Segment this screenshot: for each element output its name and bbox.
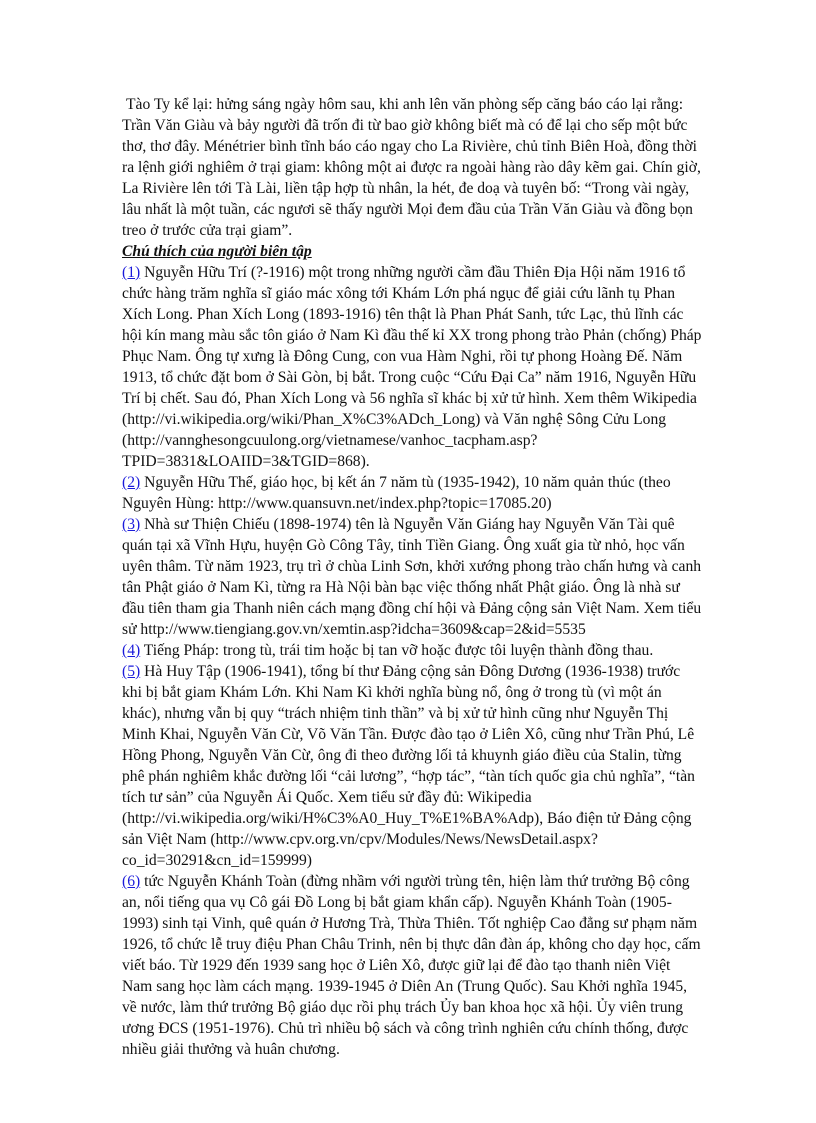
intro-paragraph: Tào Ty kể lại: hửng sáng ngày hôm sau, khi anh lên văn phòng sếp căng báo cáo lại rằng: Trần Văn Giàu và bảy người đã trốn đi từ bao giờ không biết mà có để lại cho sếp một bức thơ, thơ đây. Ménétrier bình tĩnh báo cáo ngay cho La Rivière, chủ tỉnh Biên Hoà, đồng thời ra lệnh giới nghiêm ở trại giam: không một ai được ra ngoài hàng rào dây kẽm gai. Chín giờ, La Rivière lên tới Tà Lài, liền tập hợp tù nhân, la hét, đe doạ và tuyên bố: “Trong vài ngày, lâu nhất là một tuần, các ngươi sẽ thấy người Mọi đem đầu của Trần Văn Giàu và đồng bọn treo ở trước cửa trại giam”.: [122, 96, 701, 239]
notes-heading: Chú thích của người biên tập: [122, 243, 312, 260]
footnote-text: Nhà sư Thiện Chiếu (1898-1974) tên là Nguyễn Văn Giáng hay Nguyễn Văn Tài quê quán tại xã Vĩnh Hựu, huyện Gò Công Tây, tỉnh Tiền Giang. Ông xuất gia từ nhỏ, học vấn uyên thâm. Từ năm 1923, trụ trì ở chùa Linh Sơn, khởi xướng phong trào chấn hưng và canh tân Phật giáo ở Nam Kì, từng ra Hà Nội bàn bạc việc thống nhất Phật giáo. Ông là nhà sư đầu tiên tham gia Thanh niên cách mạng đồng chí hội và Đảng cộng sản Việt Nam. Xem tiểu sử http://www.tiengiang.gov.vn/xemtin.asp?idcha=3609&cap=2&id=5535: [122, 516, 702, 638]
document-page: [122, 94, 702, 1060]
footnote-ref-link[interactable]: (2): [122, 474, 141, 491]
footnote-text: Hà Huy Tập (1906-1941), tổng bí thư Đảng cộng sản Đông Dương (1936-1938) trước khi bị bắt giam Khám Lớn. Khi Nam Kì khởi nghĩa bùng nổ, ông ở trong tù (vì một án khác), nhưng vẫn bị quy “trách nhiệm tinh thần” và bị xử tử hình cũng như Nguyễn Thị Minh Khai, Nguyễn Văn Cừ, Võ Văn Tần. Được đào tạo ở Liên Xô, cũng như Trần Phú, Lê Hồng Phong, Nguyễn Văn Cừ, ông đi theo đường lối tả khuynh giáo điều của Stalin, từng phê phán nghiêm khắc đường lối “cải lương”, “hợp tác”, “tàn tích quốc gia chủ nghĩa”, “tàn tích tư sản” của Nguyễn Ái Quốc. Xem tiểu sử đầy đủ: Wikipedia (http://vi.wikipedia.org/wiki/H%C3%A0_Huy_T%E1%BA%Adp), Báo điện tử Đảng cộng sản Việt Nam (http://www.cpv.org.vn/cpv/Modules/News/NewsDetail.aspx?co_id=30291&cn_id=159999): [122, 663, 695, 869]
footnote-6: [122, 871, 702, 1060]
footnote-ref-link[interactable]: (4): [122, 642, 141, 659]
footnote-ref-link[interactable]: (6): [122, 873, 141, 890]
footnote-text: tức Nguyễn Khánh Toàn (đừng nhầm với người trùng tên, hiện làm thứ trưởng Bộ công an, nổi tiếng qua vụ Cô gái Đồ Long bị bắt giam khẩn cấp). Nguyễn Khánh Toàn (1905-1993) sinh tại Vinh, quê quán ở Hương Trà, Thừa Thiên. Tốt nghiệp Cao đẳng sư phạm năm 1926, tổ chức lễ truy điệu Phan Châu Trinh, nên bị thực dân đàn áp, không cho dạy học, cấm viết báo. Từ 1929 đến 1939 sang học ở Liên Xô, được giữ lại để đào tạo thanh niên Việt Nam sang học làm cách mạng. 1939-1945 ở Diên An (Trung Quốc). Sau Khởi nghĩa 1945, về nước, làm thứ trưởng Bộ giáo dục rồi phụ trách Ủy ban khoa học xã hội. Ủy viên trung ương ĐCS (1951-1976). Chủ trì nhiều bộ sách và công trình nghiên cứu chính thống, được nhiều giải thưởng và huân chương.: [122, 873, 701, 1058]
footnote-ref-link[interactable]: (3): [122, 516, 141, 533]
footnote-5: [122, 661, 702, 871]
footnote-4: [122, 640, 702, 661]
footnote-3: [122, 514, 702, 640]
footnote-ref-link[interactable]: (5): [122, 663, 141, 680]
footnote-text: Nguyễn Hữu Thế, giáo học, bị kết án 7 năm tù (1935-1942), 10 năm quản thúc (theo Nguyên Hùng: http://www.quansuvn.net/index.php?topic=17085.20): [122, 474, 671, 512]
footnote-text: Nguyễn Hữu Trí (?-1916) một trong những người cầm đầu Thiên Địa Hội năm 1916 tổ chức hàng trăm nghĩa sĩ giáo mác xông tới Khám Lớn phá ngục để giải cứu lãnh tụ Phan Xích Long. Phan Xích Long (1893-1916) tên thật là Phan Phát Sanh, tức Lạc, thủ lĩnh các hội kín mang màu sắc tôn giáo ở Nam Kì đầu thế kỉ XX trong phong trào Phản (chống) Pháp Phục Nam. Ông tự xưng là Đông Cung, con vua Hàm Nghi, rồi tự phong Hoàng Đế. Năm 1913, tổ chức đặt bom ở Sài Gòn, bị bắt. Trong cuộc “Cứu Đại Ca” năm 1916, Nguyễn Hữu Trí bị chết. Sau đó, Phan Xích Long và 56 nghĩa sĩ khác bị xử tử hình. Xem thêm Wikipedia (http://vi.wikipedia.org/wiki/Phan_X%C3%ADch_Long) và Văn nghệ Sông Cửu Long (http://vannghesongcuulong.org/vietnamese/vanhoc_tacpham.asp?TPID=3831&LOAIID=3&TGID=868).: [122, 264, 702, 470]
footnote-2: [122, 472, 702, 514]
footnote-ref-link[interactable]: (1): [122, 264, 141, 281]
footnote-text: Tiếng Pháp: trong tù, trái tim hoặc bị tan vỡ hoặc được tôi luyện thành đồng thau.: [140, 642, 654, 659]
footnote-1: [122, 262, 702, 472]
